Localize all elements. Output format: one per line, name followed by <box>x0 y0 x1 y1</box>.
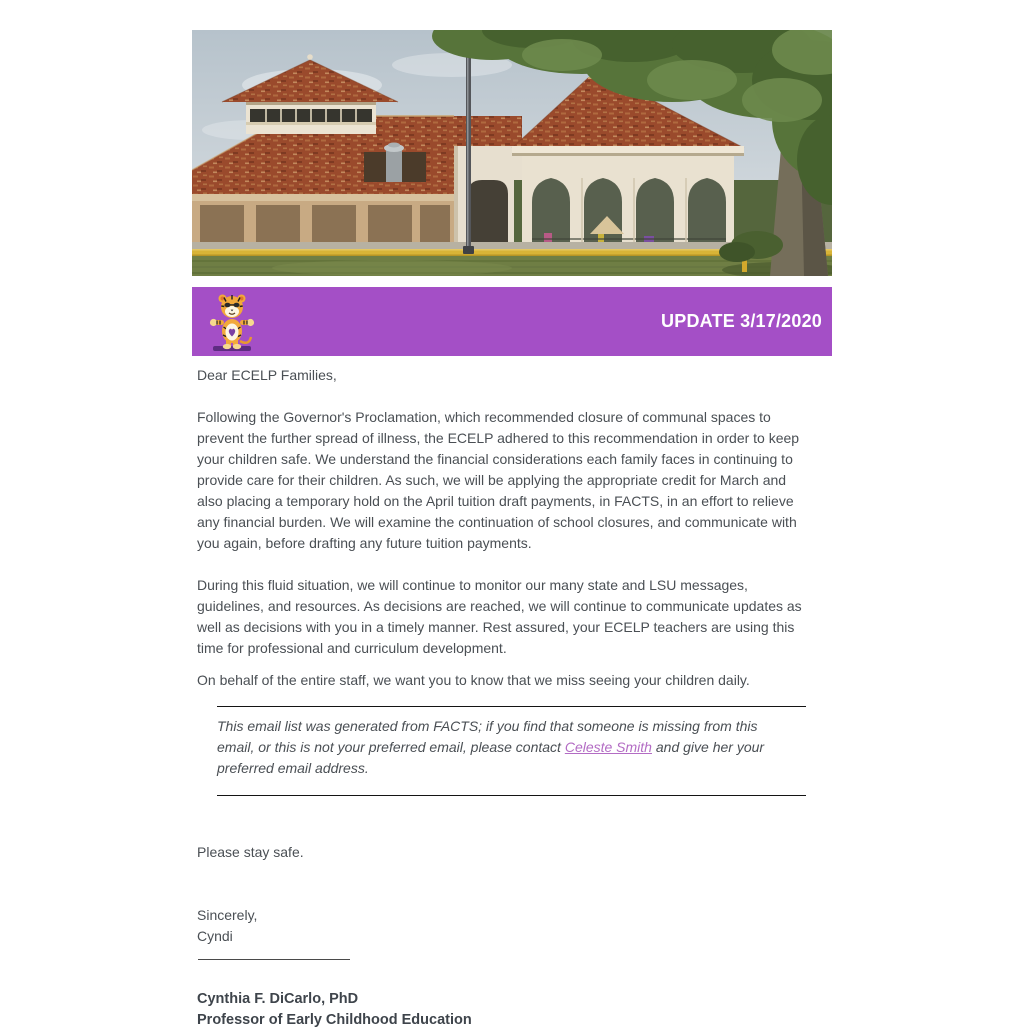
disclaimer-text-after: and give her your preferred email address. <box>217 739 765 776</box>
breezeway <box>454 116 522 248</box>
signature-title: Professor of Early Childhood Education <box>197 1012 472 1028</box>
paragraph-monitoring: During this fluid situation, we will continue to monitor our many state and LSU messages, guidelines, and resources. As decisions are reached, we will continue to communicate updates as well as decisions with you in a timely manner. Rest assured, your ECELP teachers are using this time for professional and curriculum development. <box>197 577 802 656</box>
greeting: Dear ECELP Families, <box>197 367 337 383</box>
disclaimer-text-before: This email list was generated from FACTS; if you find that someone is missing from this email, or this is not your preferred email, please contact <box>217 718 758 755</box>
email-content <box>192 0 832 1031</box>
celeste-smith-link[interactable]: Celeste Smith <box>564 739 652 755</box>
tiger-mascot-icon <box>209 293 255 353</box>
signature-divider <box>198 959 350 960</box>
update-banner <box>192 287 832 356</box>
header-photo-illustration <box>192 30 832 276</box>
divider-top <box>217 706 806 707</box>
paragraph-staff: On behalf of the entire staff, we want you to know that we miss seeing your children daily. <box>197 672 750 688</box>
sign-off: Sincerely, <box>197 907 258 923</box>
banner-title: UPDATE 3/17/2020 <box>661 311 822 331</box>
paragraph-tuition: Following the Governor's Proclamation, which recommended closure of communal spaces to prevent the further spread of illness, the ECELP adhered to this recommendation in order to keep your children safe. We understand the financial considerations each family faces in continuing to provide care for their children. As such, we will be applying the appropriate credit for March and also placing a temporary hold on the April tuition draft payments, in FACTS, in an effort to relieve any financial burden. We will examine the continuation of school closures, and communicate with you again, before drafting any future tuition payments. <box>197 409 800 551</box>
signature-name: Cynthia F. DiCarlo, PhD <box>197 991 359 1007</box>
facts-disclaimer <box>217 716 780 779</box>
stay-safe-line: Please stay safe. <box>197 844 304 860</box>
header-photo <box>192 30 832 276</box>
email-body <box>192 365 832 1031</box>
divider-bottom <box>217 795 806 796</box>
signature-block <box>197 989 814 1031</box>
sign-name: Cyndi <box>197 928 233 944</box>
